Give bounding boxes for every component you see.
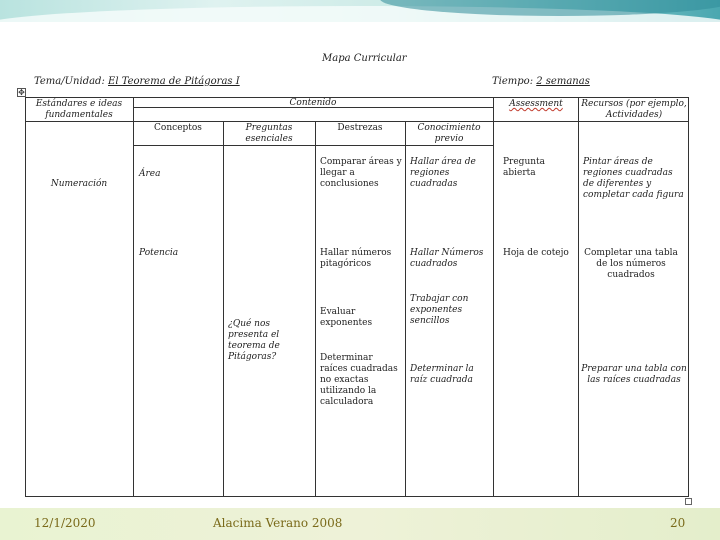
row1-recurso: Pintar áreas de regiones cuadradas de diferentes y completar cada figura: [583, 157, 684, 200]
row1-assessment: Pregunta abierta: [503, 157, 546, 178]
header-estandares: Estándares e ideas fundamentales: [35, 99, 123, 120]
tiempo-label: Tiempo:: [492, 76, 534, 87]
row2-conocimiento: Hallar Números cuadrados: [410, 248, 484, 269]
table-border-bottom: [25, 496, 689, 497]
row1-conocimiento: Hallar área de regiones cuadradas: [410, 157, 476, 189]
footer-date: 12/1/2020: [34, 516, 96, 530]
row3-pregunta: ¿Qué nos presenta el teorema de Pitágoras?: [228, 319, 280, 362]
row1-destreza: Comparar áreas y llegar a conclusiones: [320, 157, 402, 189]
col-line-4: [405, 121, 406, 497]
tiempo: [492, 76, 590, 87]
tema-label: Tema/Unidad:: [34, 76, 105, 87]
col-line-6: [578, 97, 579, 497]
row2-concepto: Potencia: [139, 248, 179, 258]
tema-value: El Teorema de Pitágoras I: [108, 76, 240, 87]
row4-destreza: Determinar raíces cuadradas no exactas utilizando la calculadora: [320, 353, 398, 407]
col-line-2: [223, 121, 224, 497]
subheader-conceptos: Conceptos: [154, 123, 202, 133]
estandar-numeracion: Numeración: [50, 179, 108, 189]
header-assessment: Assessment: [509, 99, 563, 109]
footer-org: Alacima Verano 2008: [213, 516, 343, 530]
subheader-conocimiento: Conocimiento previo: [417, 123, 481, 144]
header-contenido: Contenido: [289, 98, 337, 108]
row2-assessment: Hoja de cotejo: [503, 248, 569, 258]
row3-destreza: Evaluar exponentes: [320, 307, 373, 328]
subheader-preguntas: Preguntas esenciales: [245, 123, 293, 144]
curriculum-table: [25, 97, 689, 497]
col-line-3: [315, 121, 316, 497]
row4-recurso: Preparar una tabla con las raíces cuadradas: [581, 364, 687, 385]
col-line-7: [688, 97, 689, 497]
subheader-destrezas: Destrezas: [337, 123, 383, 133]
row1-concepto: Área: [139, 169, 161, 179]
page-number: 20: [670, 516, 686, 530]
col-line-5: [493, 97, 494, 497]
table-move-handle-icon[interactable]: ✥: [18, 88, 25, 97]
tiempo-value: 2 semanas: [536, 76, 590, 87]
col-line-1: [133, 97, 134, 497]
header-band: [0, 0, 720, 22]
row2-recurso: Completar una tabla de los números cuadrados: [584, 248, 678, 280]
row4-conocimiento: Determinar la raíz cuadrada: [410, 364, 474, 385]
row2-destreza: Hallar números pitagóricos: [320, 248, 392, 269]
slide-footer: [0, 508, 720, 540]
document-title: Mapa Curricular: [322, 53, 407, 64]
row3-conocimiento: Trabajar con exponentes sencillos: [410, 294, 469, 326]
header-divider: [25, 121, 689, 122]
header-recursos: Recursos (por ejemplo, Actividades): [581, 99, 687, 120]
table-resize-handle[interactable]: [685, 498, 692, 505]
subheader-divider: [133, 145, 493, 146]
col-line-0: [25, 97, 26, 497]
tema-unidad: [34, 76, 240, 87]
